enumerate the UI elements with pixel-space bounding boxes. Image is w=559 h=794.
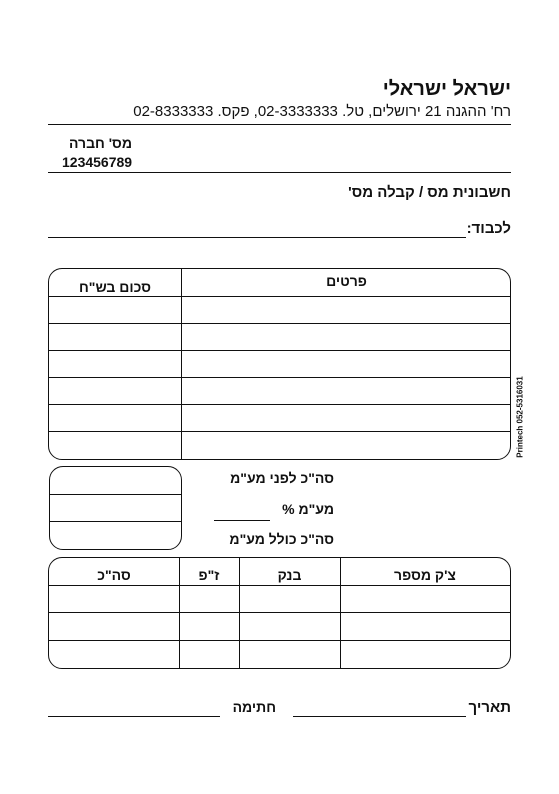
table-row[interactable] — [49, 350, 510, 351]
recipient-label: לכבוד: — [466, 220, 511, 237]
table-row[interactable] — [49, 404, 510, 405]
items-col-details-header: פרטים — [326, 273, 367, 289]
signature-field[interactable] — [48, 716, 220, 717]
company-name: ישראל ישראלי — [382, 78, 511, 100]
signature-label: חתימה — [232, 699, 276, 715]
date-field[interactable] — [293, 716, 466, 717]
table-row[interactable] — [49, 323, 510, 324]
subtotal-before-vat-label: סה"כ לפני מע"מ — [230, 470, 334, 486]
date-label: תאריך — [468, 699, 511, 716]
printer-credit: Printech 052-5316031 — [515, 376, 525, 458]
company-id-value: 123456789 — [62, 154, 133, 170]
table-row[interactable] — [49, 431, 510, 432]
payment-col-bank-header: בנק — [277, 567, 302, 583]
payment-col-check-number-header: צ'ק מספר — [394, 567, 456, 583]
items-table — [48, 268, 511, 460]
totals-row-divider — [50, 521, 181, 522]
payment-col-total-header: סה"כ — [97, 567, 131, 583]
table-row[interactable] — [49, 377, 510, 378]
items-col-amount-header: סכום בש"ח — [79, 279, 151, 295]
totals-box — [49, 466, 182, 550]
payment-col-branch-header: ז"פ — [198, 567, 220, 583]
total-incl-vat-label: סה"כ כולל מע"מ — [229, 531, 334, 547]
table-row[interactable] — [49, 612, 510, 613]
payment-header-divider — [49, 585, 510, 586]
vat-percent-field[interactable] — [214, 520, 270, 521]
document-title: חשבונית מס / קבלה מס' — [348, 184, 511, 201]
recipient-field[interactable] — [48, 237, 466, 238]
company-address: רח' ההגנה 21 ירושלים, טל. 02-3333333, פקס. 02-8333333 — [133, 103, 511, 120]
company-id-divider — [48, 172, 511, 173]
items-header-divider — [49, 296, 510, 297]
totals-row-divider — [50, 494, 181, 495]
table-row[interactable] — [49, 640, 510, 641]
payment-table — [48, 557, 511, 669]
vat-percent-label: מע"מ % — [282, 501, 334, 517]
header-divider — [48, 124, 511, 125]
company-id-label: מס' חברה — [68, 135, 132, 151]
